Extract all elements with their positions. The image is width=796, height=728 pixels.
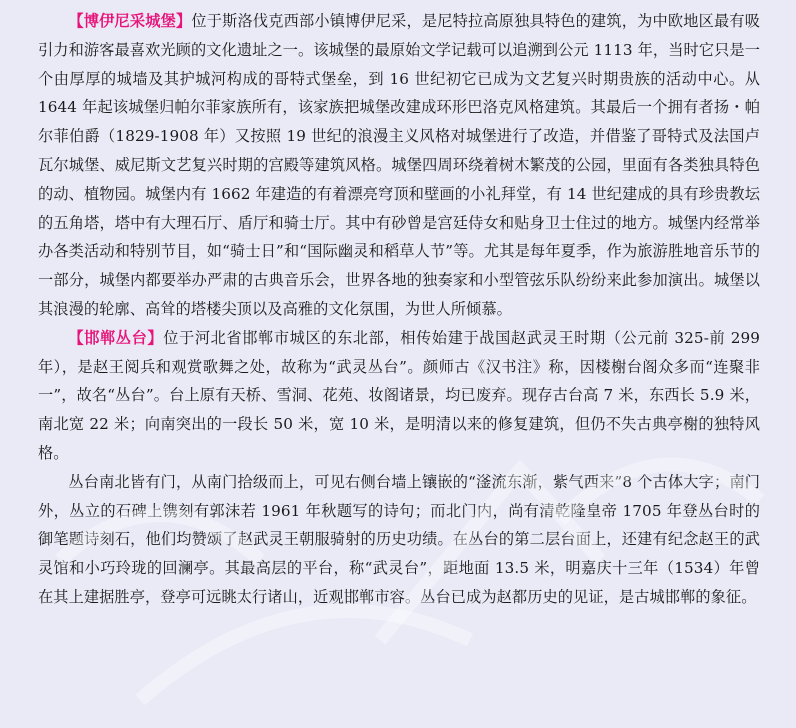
term-bojnice-castle: 【博伊尼采城堡】 [68, 12, 192, 30]
paragraph-handan-congtai [38, 324, 760, 468]
paragraph-text: 位于斯洛伐克西部小镇博伊尼采，是尼特拉高原独具特色的建筑，为中欧地区最有吸引力和游客最喜欢光顾的文化遗址之一。该城堡的最原始文学记载可以追溯到公元 1113 年，当时它只是一个由厚厚的城墙及其护城河构成的哥特式堡垒，到 16 世纪初它已成为文艺复兴时期贵族的活动中心。从 1644 年起该城堡归帕尔菲家族所有，该家族把城堡改建成环形巴洛克风格建筑。其最后一个拥有者扬・帕尔菲伯爵（1829-1908 年）又按照 19 世纪的浪漫主义风格对城堡进行了改造，并借鉴了哥特式及法国卢瓦尔城堡、威尼斯文艺复兴时期的宫殿等建筑风格。城堡四周环绕着树木繁茂的公园，里面有各类独具特色的动、植物园。城堡内有 1662 年建造的有着漂亮穹顶和壁画的小礼拜堂，有 14 世纪建成的具有珍贵教坛的五角塔，塔中有大理石厅、盾厅和骑士厅。其中有砂曾是宫廷侍女和贴身卫士住过的地方。城堡内经常举办各类活动和特别节目，如“骑士日”和“国际幽灵和稻草人节”等。尤其是每年夏季，作为旅游胜地音乐节的一部分，城堡内都要举办严肃的古典音乐会，世界各地的独奏家和小型管弦乐队纷纷来此参加演出。城堡以其浪漫的轮廓、高耸的塔楼尖顶以及高雅的文化氛围，为世人所倾慕。 [38, 12, 760, 318]
paragraph-text: 丛台南北皆有门，从南门拾级而上，可见右侧台墙上镶嵌的“滏流东渐，紫气西来”8 个古体大字；南门外，丛立的石碑上镌刻有郭沫若 1961 年秋题写的诗句；而北门内，尚有清乾隆皇帝 1705 年登丛台时的御笔题诗刻石，他们均赞颂了赵武灵王朝服骑射的历史功绩。在丛台的第二层台面上，还建有纪念赵王的武灵馆和小巧玲珑的回澜亭。其最高层的平台，称“武灵台”，距地面 13.5 米，明嘉庆十三年（1534）年曾在其上建据胜亭，登亭可远眺太行诸山，近观邯郸市容。丛台已成为赵都历史的见证，是古城邯郸的象征。 [38, 472, 760, 606]
paragraph-congtai-gates [38, 468, 760, 612]
paragraph-text: 位于河北省邯郸市城区的东北部，相传始建于战国赵武灵王时期（公元前 325-前 299 年），是赵王阅兵和观赏歌舞之处，故称为“武灵丛台”。颜师古《汉书注》称，因楼榭台阁众多而“连聚非一”，故名“丛台”。台上原有天桥、雪洞、花苑、妆阁诸景，均已废弃。现存古台高 7 米，东西长 5.9 米，南北宽 22 米；向南突出的一段长 50 米，宽 10 米，是明清以来的修复建筑，但仍不失古典亭榭的独特风格。 [38, 328, 760, 462]
term-handan-congtai: 【邯郸丛台】 [68, 328, 164, 347]
paragraph-bojnice-castle [38, 7, 760, 324]
